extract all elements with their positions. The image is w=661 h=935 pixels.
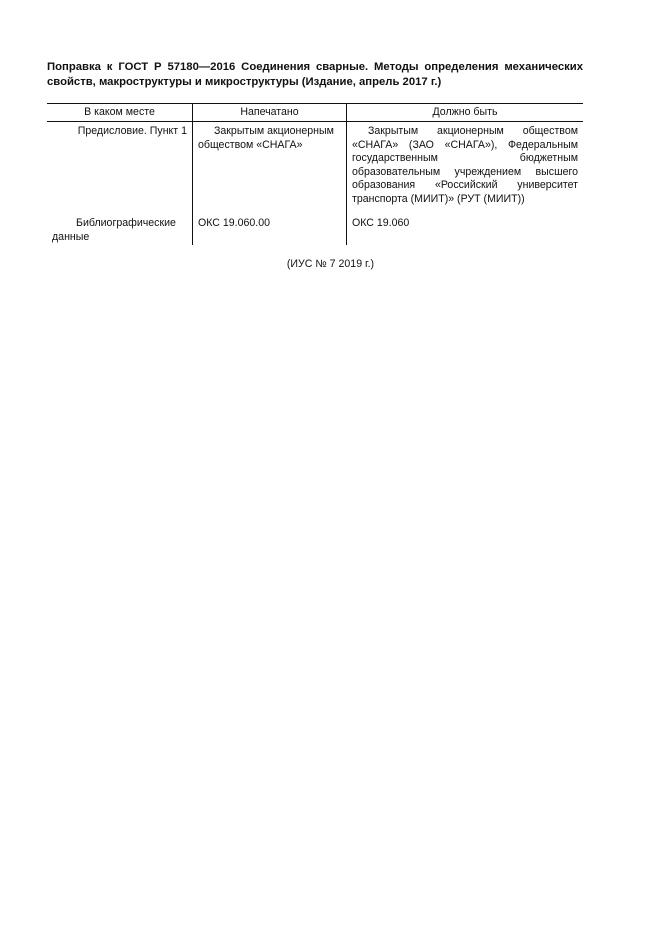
cell-printed: ОКС 19.060.00: [193, 215, 347, 245]
table-row: [47, 122, 583, 216]
table-row: [47, 215, 583, 245]
cell-should-be: Закрытым акционерным обществом «СНАГА» (ЗАО «СНАГА»), Федеральным государственным бюджетным образовательным учреждением высшего образования «Российский университет транспорта (МИИТ)» (РУТ (МИИТ)): [347, 122, 584, 216]
table-header-row: [47, 104, 583, 122]
issue-reference: (ИУС № 7 2019 г.): [286, 258, 375, 270]
header-should-be: Должно быть: [347, 104, 584, 122]
cell-place: Библиографические данные: [52, 217, 176, 243]
corrections-table: [47, 103, 583, 245]
header-printed: Напечатано: [193, 104, 347, 122]
cell-should-be: ОКС 19.060: [347, 215, 584, 245]
document-title: Поправка к ГОСТ Р 57180—2016 Соединения сварные. Методы определения механических свойств, макроструктуры и микроструктуры (Издание, апрель 2017 г.): [47, 61, 583, 88]
cell-place: Предисловие. Пункт 1: [77, 125, 187, 137]
cell-printed: Закрытым акционерным обществом «СНАГА»: [193, 122, 347, 216]
header-place: В каком месте: [47, 104, 193, 122]
